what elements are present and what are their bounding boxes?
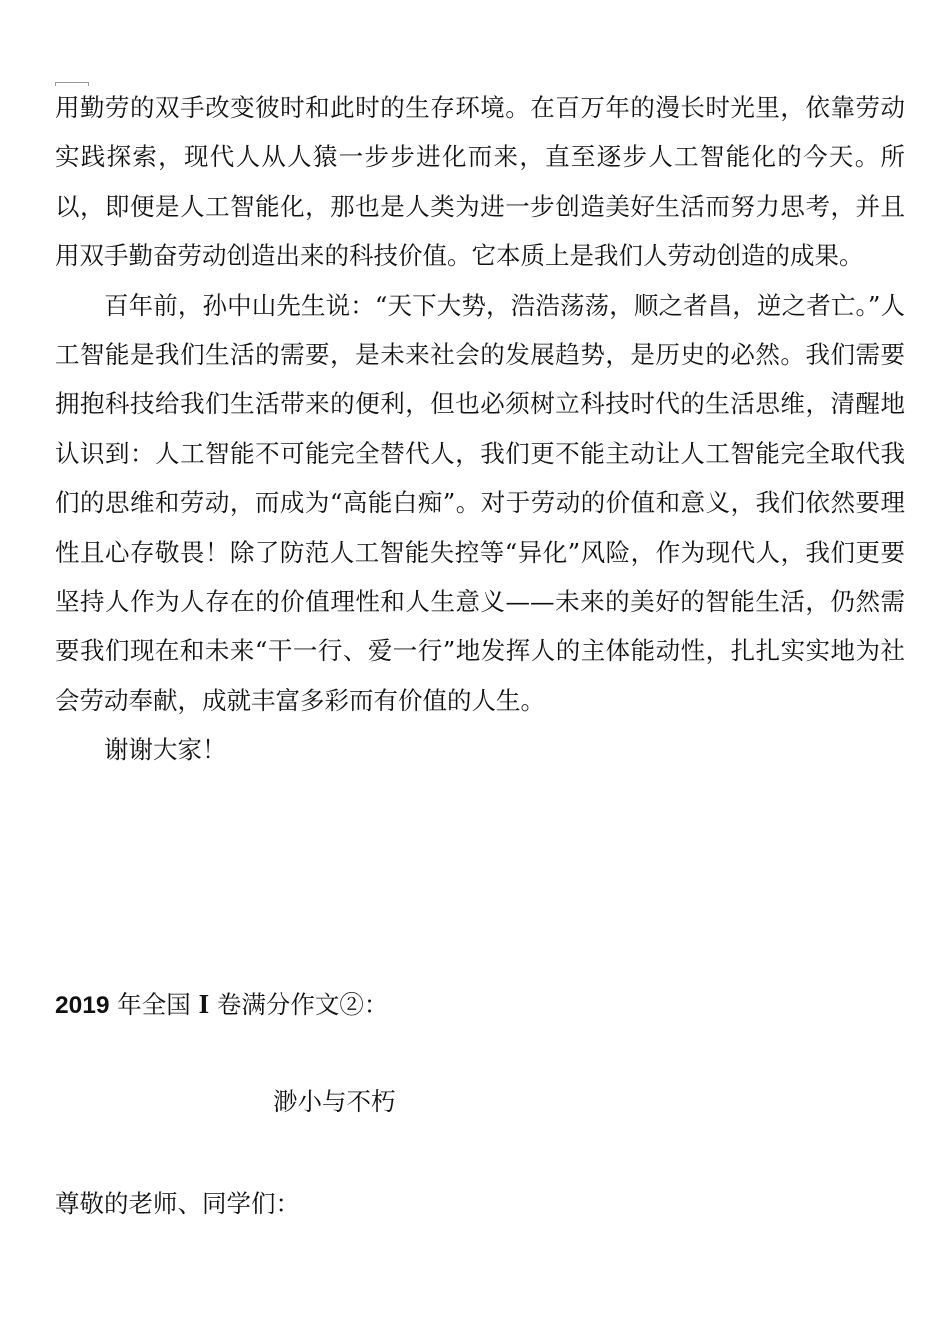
essay-title: 渺小与不朽 xyxy=(273,1087,396,1116)
section-heading xyxy=(55,984,388,1026)
essay-body xyxy=(55,83,905,775)
paragraph-continuation: 用勤劳的双手改变彼时和此时的生存环境。在百万年的漫长时光里，依靠劳动实践探索，现代人从人猿一步步进化而来，直至逐步人工智能化的今天。所以，即便是人工智能化，那也是人类为进一步创造美好生活而努力思考，并且用双手勤奋劳动创造出来的科技价值。它本质上是我们人劳动创造的成果。 xyxy=(55,93,905,271)
paragraph-thanks: 谢谢大家！ xyxy=(104,735,227,765)
heading-roman-numeral: I xyxy=(198,989,210,1019)
heading-year: 2019 xyxy=(55,992,110,1019)
salutation: 尊敬的老师、同学们： xyxy=(55,1189,300,1218)
heading-text-after: 卷满分作文②： xyxy=(209,990,389,1019)
heading-text-before: 年全国 xyxy=(109,990,199,1019)
paragraph-sun-yat-sen: 百年前，孙中山先生说：“天下大势，浩浩荡荡，顺之者昌，逆之者亡。”人工智能是我们生活的需要，是未来社会的发展趋势，是历史的必然。我们需要拥抱科技给我们生活带来的便利，但也必须树立科技时代的生活思维，清醒地认识到：人工智能不可能完全替代人，我们更不能主动让人工智能完全取代我们的思维和劳动，而成为“高能白痴”。对于劳动的价值和意义，我们依然要理性且心存敬畏！除了防范人工智能失控等“异化”风险，作为现代人，我们更要坚持人作为人存在的价值理性和人生意义——未来的美好的智能生活，仍然需要我们现在和未来“干一行、爱一行”地发挥人的主体能动性，扎扎实实地为社会劳动奉献，成就丰富多彩而有价值的人生。 xyxy=(55,290,905,715)
